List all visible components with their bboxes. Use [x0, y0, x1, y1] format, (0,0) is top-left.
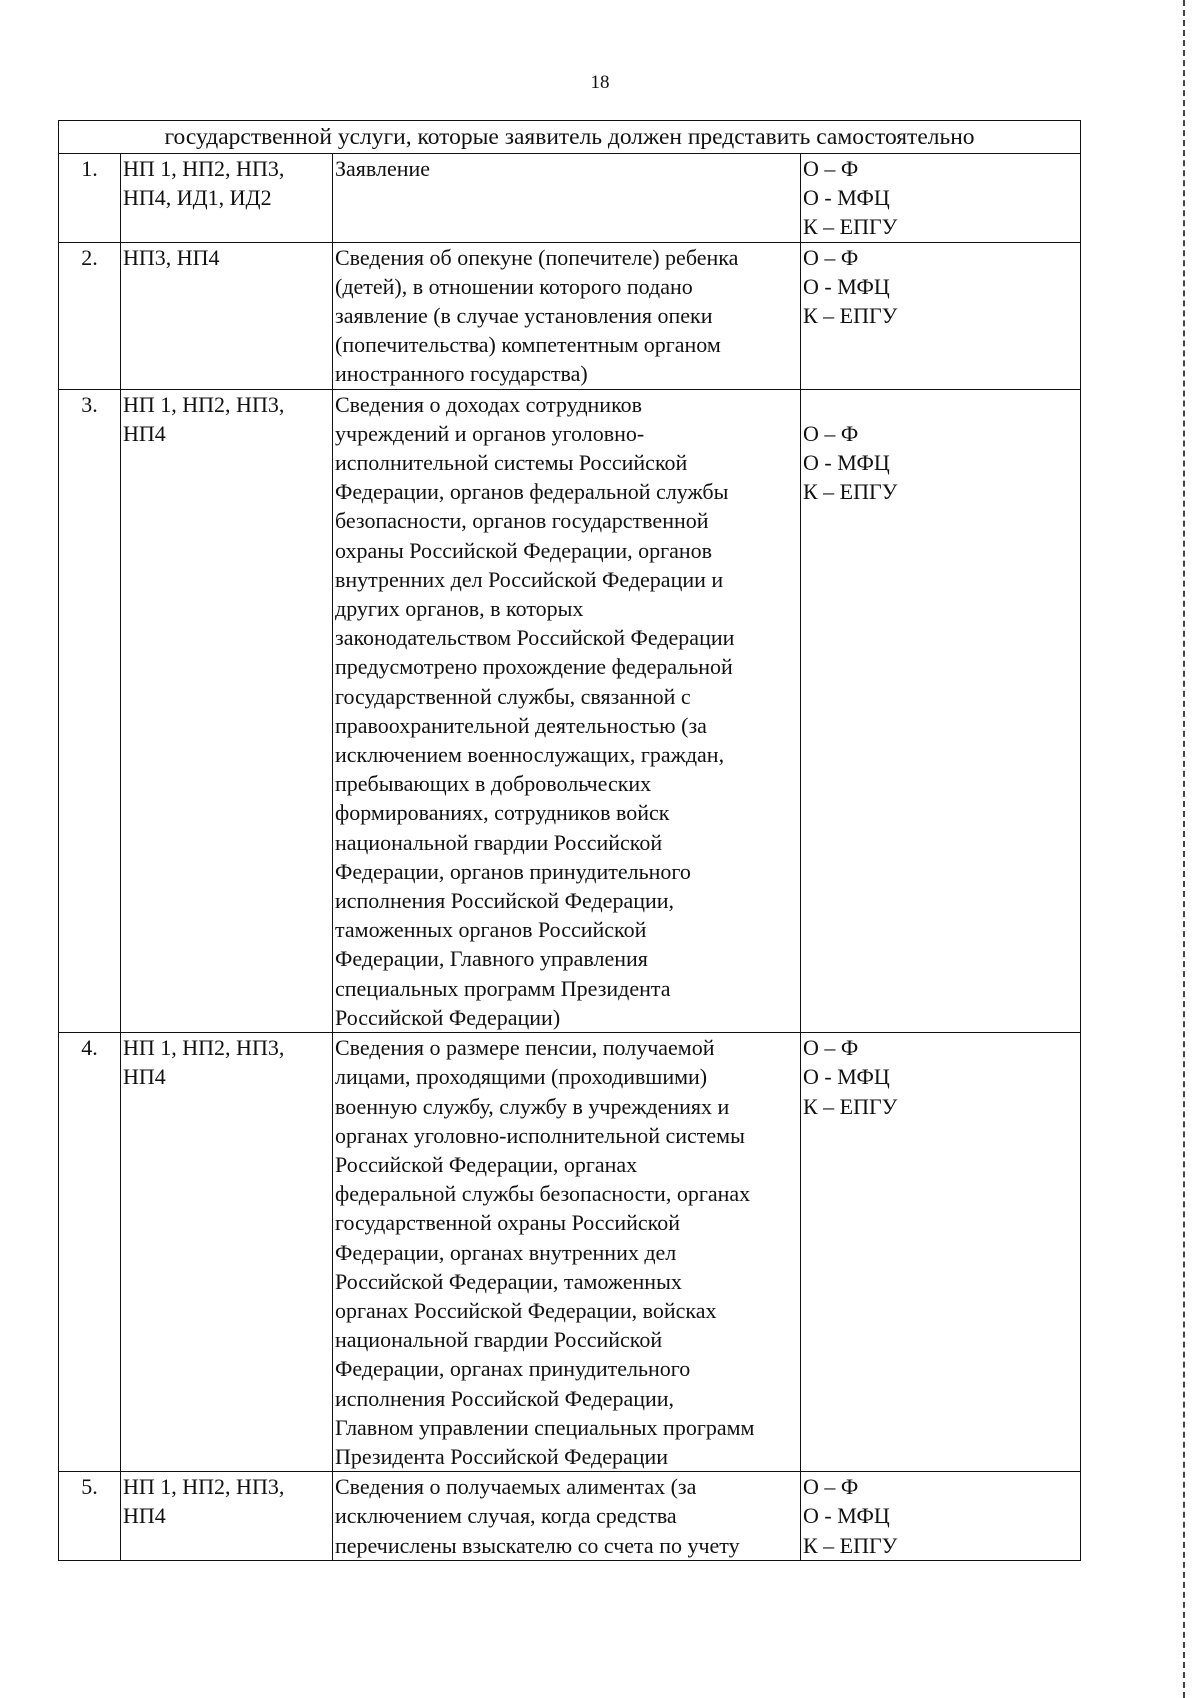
description-line: охраны Российской Федерации, органов — [335, 537, 713, 563]
row-number: 5. — [59, 1472, 121, 1561]
table-row — [59, 389, 1081, 1032]
description-line: заявление (в случае установления опеки — [335, 303, 713, 329]
row-description — [333, 154, 801, 243]
form-line: О - МФЦ — [803, 1064, 890, 1090]
description-line: исключением случая, когда средства — [335, 1503, 677, 1529]
table-row — [59, 242, 1081, 389]
row-forms — [801, 1472, 1081, 1561]
description-line: Федерации, органов принудительного — [335, 858, 691, 884]
description-line: правоохранительной деятельностью (за — [335, 712, 707, 738]
description-line: исключением военнослужащих, граждан, — [335, 742, 725, 768]
codes-line: НП 1, НП2, НП3, — [123, 391, 285, 417]
description-line: формированиях, сотрудников войск — [335, 800, 670, 826]
form-line: К – ЕПГУ — [803, 1093, 898, 1119]
row-forms — [801, 1033, 1081, 1472]
description-line: (детей), в отношении которого подано — [335, 273, 693, 299]
description-line: военную службу, службу в учреждениях и — [335, 1093, 730, 1119]
row-codes — [121, 1033, 333, 1472]
row-forms — [801, 389, 1081, 1032]
row-description — [333, 242, 801, 389]
description-line: Российской Федерации, таможенных — [335, 1268, 682, 1294]
description-line: пребывающих в добровольческих — [335, 771, 652, 797]
codes-line: НП4, ИД1, ИД2 — [123, 185, 272, 211]
codes-line: НП 1, НП2, НП3, — [123, 156, 285, 181]
row-codes — [121, 1472, 333, 1561]
description-line: внутренних дел Российской Федерации и — [335, 566, 724, 592]
description-line: перечислены взыскателю со счета по учету — [335, 1532, 740, 1558]
page-number: 18 — [590, 72, 610, 93]
description-line: исполнительной системы Российской — [335, 450, 688, 476]
form-line: О – Ф — [803, 1035, 859, 1061]
table-row — [59, 1472, 1081, 1561]
description-line: учреждений и органов уголовно- — [335, 420, 645, 446]
description-line: Главном управлении специальных программ — [335, 1414, 755, 1440]
codes-line: НП 1, НП2, НП3, — [123, 1474, 285, 1500]
row-forms — [801, 242, 1081, 389]
description-line: государственной охраны Российской — [335, 1210, 680, 1236]
description-line: Федерации, органах принудительного — [335, 1356, 691, 1382]
description-line: других органов, в которых — [335, 596, 584, 622]
form-line: О – Ф — [803, 1474, 859, 1500]
row-number: 3. — [59, 389, 121, 1032]
form-line: О - МФЦ — [803, 185, 890, 211]
description-line: Федерации, органах внутренних дел — [335, 1239, 677, 1265]
description-line: специальных программ Президента — [335, 975, 671, 1001]
description-line: Российской Федерации, органах — [335, 1151, 638, 1177]
table-header-text: государственной услуги, которые заявитель должен представить самостоятельно — [59, 121, 1081, 154]
description-line: Сведения об опекуне (попечителе) ребенка — [335, 244, 739, 270]
form-line: К – ЕПГУ — [803, 479, 898, 505]
description-line: государственной службы, связанной с — [335, 683, 691, 709]
row-number: 4. — [59, 1033, 121, 1472]
form-line: К – ЕПГУ — [803, 1532, 898, 1558]
form-spacer — [803, 390, 1078, 419]
description-line: Федерации, Главного управления — [335, 946, 648, 972]
description-line: Заявление — [335, 156, 431, 181]
description-line: Президента Российской Федерации — [335, 1443, 669, 1469]
description-line: лицами, проходящими (проходившими) — [335, 1064, 708, 1090]
form-line: К – ЕПГУ — [803, 303, 898, 329]
table-row — [59, 1033, 1081, 1472]
row-description — [333, 1033, 801, 1472]
description-line: исполнения Российской Федерации, — [335, 888, 675, 914]
form-line: К – ЕПГУ — [803, 214, 898, 240]
description-line: иностранного государства) — [335, 361, 588, 387]
row-forms — [801, 154, 1081, 243]
codes-line: НП3, НП4 — [123, 244, 220, 270]
row-number: 2. — [59, 242, 121, 389]
codes-line: НП 1, НП2, НП3, — [123, 1035, 285, 1061]
form-line: О – Ф — [803, 420, 859, 446]
description-line: Сведения о размере пенсии, получаемой — [335, 1035, 715, 1061]
description-line: исполнения Российской Федерации, — [335, 1385, 675, 1411]
description-line: органах уголовно-исполнительной системы — [335, 1122, 745, 1148]
row-codes — [121, 242, 333, 389]
form-line: О - МФЦ — [803, 1503, 890, 1529]
description-line: таможенных органов Российской — [335, 917, 647, 943]
description-line: Российской Федерации) — [335, 1004, 561, 1030]
row-number: 1. — [59, 154, 121, 243]
description-line: национальной гвардии Российской — [335, 1327, 663, 1353]
description-line: Федерации, органов федеральной службы — [335, 479, 729, 505]
codes-line: НП4 — [123, 1064, 166, 1090]
row-description — [333, 389, 801, 1032]
form-line: О - МФЦ — [803, 273, 890, 299]
row-codes — [121, 154, 333, 243]
form-line: О – Ф — [803, 156, 859, 181]
codes-line: НП4 — [123, 1503, 166, 1529]
description-line: предусмотрено прохождение федеральной — [335, 654, 733, 680]
description-line: федеральной службы безопасности, органах — [335, 1181, 751, 1207]
page-edge-line — [1183, 0, 1185, 1698]
table-header-row — [59, 121, 1081, 154]
description-line: безопасности, органов государственной — [335, 508, 709, 534]
description-line: законодательством Российской Федерации — [335, 625, 735, 651]
description-line: Сведения о доходах сотрудников — [335, 391, 643, 417]
table-row — [59, 154, 1081, 243]
description-line: органах Российской Федерации, войсках — [335, 1297, 717, 1323]
codes-line: НП4 — [123, 420, 166, 446]
description-line: Сведения о получаемых алиментах (за — [335, 1474, 697, 1500]
form-line: О - МФЦ — [803, 450, 890, 476]
row-codes — [121, 389, 333, 1032]
row-description — [333, 1472, 801, 1561]
description-line: национальной гвардии Российской — [335, 829, 663, 855]
form-line: О – Ф — [803, 244, 859, 270]
description-line: (попечительства) компетентным органом — [335, 332, 721, 358]
documents-table — [58, 120, 1081, 1561]
